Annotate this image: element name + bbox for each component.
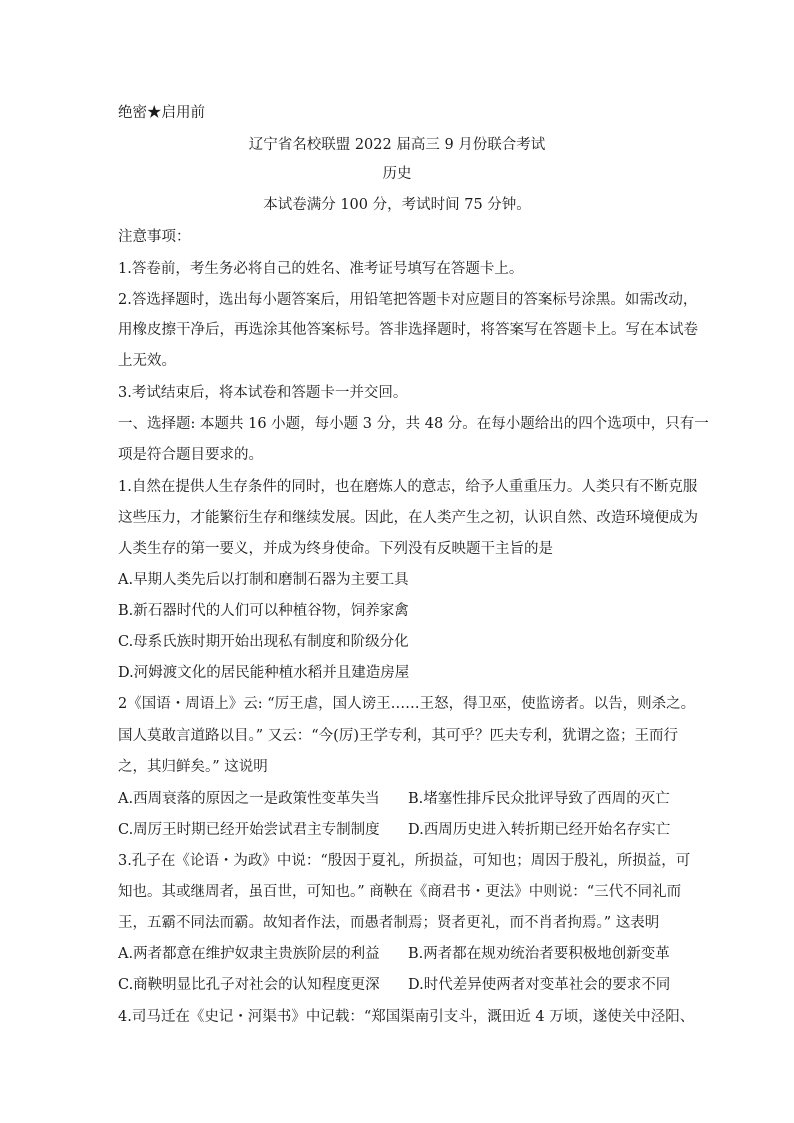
section-1-line-2: 项是符合题目要求的。: [118, 447, 263, 463]
q3-option-a: A.两者都意在维护奴隶主贵族阶层的利益: [118, 946, 380, 962]
q1-option-b: B.新石器时代的人们可以种植谷物，饲养家禽: [118, 603, 409, 619]
q2-stem-line-1: 2《国语・周语上》云: “厉王虐，国人谤王……王怒，得卫巫，使监谤者。以告，则杀之。: [118, 696, 696, 712]
q3-stem-line-1: 3.孔子在《论语・为政》中说：“殷因于夏礼，所损益，可知也；周因于殷礼，所损益，可: [118, 853, 691, 869]
q1-stem-line-1: 1.自然在提供人生存条件的同时，也在磨炼人的意志，给予人重重压力。人类只有不断克服: [118, 479, 698, 495]
q3-stem-line-2: 知也。其或继周者，虽百世，可知也。” 商鞅在《商君书・更法》中则说：“三代不同礼而: [118, 884, 682, 900]
q2-stem-line-3: 之，其归鲜矣。” 这说明: [118, 759, 268, 775]
q4-stem-line-1: 4.司马迁在《史记・河渠书》中记载：“郑国渠南引支斗，溉田近 4 万顷，遂使关中泾阳、: [118, 1009, 695, 1025]
q1-option-c: C.母系氏族时期开始出现私有制度和阶级分化: [118, 634, 409, 650]
notes-heading: 注意事项：: [118, 229, 191, 245]
subject-title: 历史: [382, 166, 412, 182]
confidential-label: 绝密★启用前: [118, 105, 205, 121]
q3-option-c: C.商鞅明显比孔子对社会的认知程度更深: [118, 977, 380, 993]
exam-title: 辽宁省名校联盟 2022 届高三 9 月份联合考试: [248, 137, 546, 153]
note-2-line-3: 上无效。: [118, 353, 176, 369]
note-1: 1.答卷前，考生务必将自己的姓名、准考证号填写在答题卡上。: [118, 261, 524, 277]
q2-option-a: A.西周衰落的原因之一是政策性变革失当: [118, 791, 380, 807]
q2-stem-line-2: 国人莫敢言道路以目。” 又云：“今(厉)王学专利，其可乎？匹夫专利，犹谓之盗；王而行: [118, 728, 678, 744]
note-2-line-1: 2.答选择题时，选出每小题答案后，用铅笔把答题卡对应题目的答案标号涂黑。如需改动，: [118, 292, 698, 308]
q2-option-d: D.西周历史进入转折期已经开始名存实亡: [408, 822, 671, 838]
section-1-line-1: 一、选择题: 本题共 16 小题，每小题 3 分，共 48 分。在每小题给出的四个选项中，只有一: [118, 416, 709, 432]
q3-option-b: B.两者都在规劝统治者要积极地创新变革: [408, 946, 670, 962]
q3-stem-line-3: 王，五霸不同法而霸。故知者作法，而愚者制焉；贤者更礼，而不肖者拘焉。” 这表明: [118, 915, 660, 931]
q2-option-c: C.周厉王时期已经开始尝试君主专制制度: [118, 822, 380, 838]
note-2-line-2: 用橡皮擦干净后，再选涂其他答案标号。答非选择题时，将答案写在答题卡上。写在本试卷: [118, 322, 698, 338]
note-3: 3.考试结束后，将本试卷和答题卡一并交回。: [118, 385, 408, 401]
q3-option-d: D.时代差异使两者对变革社会的要求不同: [408, 977, 671, 993]
q1-option-d: D.河姆渡文化的居民能种植水稻并且建造房屋: [118, 665, 410, 681]
q2-option-b: B.堵塞性排斥民众批评导致了西周的灭亡: [408, 791, 670, 807]
q1-stem-line-2: 这些压力，才能繁衍生存和继续发展。因此，在人类产生之初，认识自然、改造环境便成为: [118, 510, 698, 526]
exam-info: 本试卷满分 100 分，考试时间 75 分钟。: [263, 197, 531, 213]
q1-option-a: A.早期人类先后以打制和磨制石器为主要工具: [118, 572, 409, 588]
q1-stem-line-3: 人类生存的第一要义，并成为终身使命。下列没有反映题干主旨的是: [118, 541, 553, 557]
